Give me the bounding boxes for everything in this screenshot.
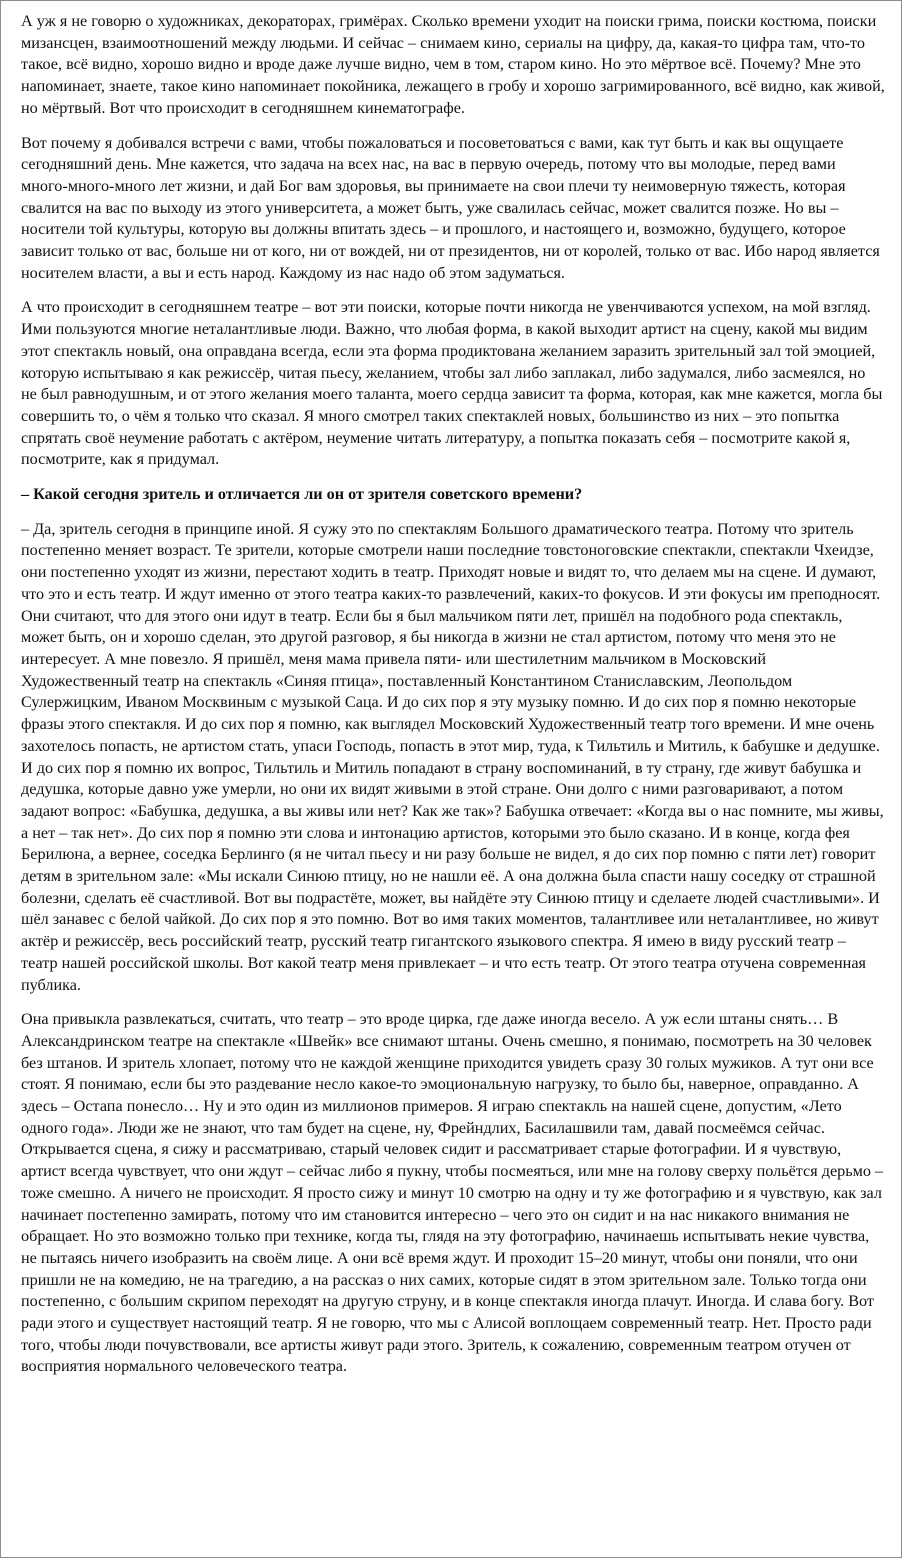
paragraph-teatr-poiski: А что происходит в сегодняшнем театре – вот эти поиски, которые почти никогда не увенчиваются успехом, на мой взгляд. Ими пользуются многие неталантливые люди. Важно, что любая форма, в какой выходит артист на сцену, какой мы видим этот спектакль новый, она оправдана всегда, если эта форма продиктована желанием заразить зрительный зал той эмоцией, которую испытываю я как режиссёр, читая пьесу, желанием, чтобы зал либо заплакал, либо задумался, либо засмеялся, но не был равнодушным, и от этого желания моего таланта, моего сердца зависит та форма, которая, как мне кажется, могла бы совершить то, о чём я только что сказал. Я много смотрел таких спектаклей новых, большинство из них – это попытка спрятать своё неумение работать с актёром, неумение читать литературу, а попытка показать себя – посмотрите какой я, посмотрите, как я придумал. (21, 298, 883, 469)
paragraph-publika: Она привыкла развлекаться, считать, что театр – это вроде цирка, где даже иногда весело. А уж если штаны снять… В Александринском театре на спектакле «Швейк» все снимают штаны. Очень смешно, я понимаю, посмотреть на 30 человек без штанов. И зритель хлопает, потому что не каждой женщине приходится увидеть сразу 30 голых мужиков. А тут они все стоят. Я понимаю, если бы это раздевание несло какое-то эмоциональную нагрузку, то было бы, наверное, оправданно. А здесь – Остапа понесло… Ну и это один из миллионов примеров. Я играю спектакль на нашей сцене, допустим, «Лето одного года». Люди же не знают, что там будет на сцене, ну, Фрейндлих, Басилашвили там, давай посмеёмся сейчас. Открывается сцена, я сижу и рассматриваю, старый человек сидит и рассматривает старые фотографии. И я чувствую, артист всегда чувствует, что они ждут – сейчас либо я пукну, чтобы посмеяться, или мне на голову сверху польётся дерьмо – тоже смешно. А ничего не происходит. Я просто сижу и минут 10 смотрю на одну и ту же фотографию и я чувствую, как зал начинает постепенно замирать, потому что им становится интересно – чего это он сидит и на нас никакого внимания не обращает. Но это возможно только при технике, когда ты, глядя на эту фотографию, начинаешь испытывать некие чувства, не пытаясь ничего изобразить на своём лице. А они всё время ждут. И проходит 15–20 минут, чтобы они поняли, что они пришли не на комедию, не на трагедию, а на рассказ о них самих, которые сидят в этом зрительном зале. Только тогда они постепенно, с большим скрипом переходят на другую струну, и в конце спектакля иногда плачут. Иногда. И слава богу. Вот ради этого и существует настоящий театр. Я не говорю, что мы с Алисой воплощаем современный театр. Нет. Просто ради того, чтобы люди почувствовали, все артисты живут ради этого. Зритель, к сожалению, современным театром отучен от восприятия нормального человеческого театра. (21, 1010, 884, 1376)
interview-question: – Какой сегодня зритель и отличается ли он от зрителя советского времени? (21, 485, 583, 504)
paragraph-kino: А уж я не говорю о художниках, декораторах, гримёрах. Сколько времени уходит на поиски грима, поиски костюма, поиски мизансцен, взаимоотношений между людьми. И сейчас – снимаем кино, сериалы на цифру, да, какая-то цифра там, что-то такое, всё видно, хорошо видно и вроде даже лучше видно, чем в том, старом кино. Но это мёртвое всё. Почему? Мне это напоминает, знаете, такое кино напоминает покойника, лежащего в гробу и хорошо загримированного, всё видно, как живой, но мёртвый. Вот что происходит в сегодняшнем кинематографе. (21, 12, 885, 117)
article-body (21, 11, 885, 1391)
paragraph-zritel-otvet: – Да, зритель сегодня в принципе иной. Я сужу это по спектаклям Большого драматического театра. Потому что зритель постепенно меняет возраст. Те зрители, которые смотрели наши последние товстоноговские спектакли, спектакли Чхеидзе, они постепенно уходят из жизни, перестают ходить в театр. Приходят новые и видят то, что делаем мы на сцене. И думают, что это и есть театр. И ждут именно от этого театра каких-то развлечений, каких-то фокусов. И эти фокусы им преподносят. Они считают, что для этого они идут в театр. Если бы я был мальчиком пяти лет, пришёл на подобного рода спектакль, может быть, он и хорошо сделан, это другой разговор, я бы никогда в жизни не стал артистом, потому что меня это не интересует. А мне повезло. Я пришёл, меня мама привела пяти- или шестилетним мальчиком в Московский Художественный театр на спектакль «Синяя птица», поставленный Константином Станиславским, Леопольдом Сулержицким, Иваном Москвиным с музыкой Саца. И до сих пор я эту музыку помню. И до сих пор я помню некоторые фразы этого спектакля. И до сих пор я помню, как выглядел Московский Художественный театр того времени. И мне очень захотелось попасть, не артистом стать, упаси Господь, попасть в этот мир, туда, к Тильтиль и Митиль, к бабушке и дедушке. И до сих пор я помню их вопрос, Тильтиль и Митиль попадают в страну воспоминаний, в ту страну, где живут бабушка и дедушка, которые давно уже умерли, но они их видят живыми в этой стране. Они долго с ними разговаривают, а потом задают вопрос: «Бабушка, дедушка, а вы живы или нет? Как же так»? Бабушка отвечает: «Когда вы о нас помните, мы живы, а нет – так нет». До сих пор я помню эти слова и интонацию артистов, которыми это было сказано. И в конце, когда фея Берилюна, а вернее, соседка Берлинго (я не читал пьесу и ни разу больше не видел, я до сих пор помню с пяти лет) говорит детям в зрительном зале: «Мы искали Синюю птицу, но не нашли её. А она должна была спасти нашу соседку от страшной болезни, сделать её счастливой. Вот вы подрастёте, может, вы найдёте эту Синюю птицу и сделаете людей счастливыми». И шёл занавес с белой чайкой. До сих пор я это помню. Вот во имя таких моментов, талантливее или неталантливее, но живут актёр и режиссёр, весь российский театр, русский театр гигантского языкового спектра. Я имею в виду русский театр – театр нашей российской школы. Вот какой театр меня привлекает – и что есть театр. От этого театра отучена современная публика. (21, 519, 884, 994)
paragraph-vstrecha: Вот почему я добивался встречи с вами, чтобы пожаловаться и посоветоваться с вами, как тут быть и как вы ощущаете сегодняшний день. Мне кажется, что задача на всех нас, на вас в первую очередь, потому что вы молодые, перед вами много-много-много лет жизни, и дай Бог вам здоровья, вы принимаете на свои плечи ту неимоверную тяжесть, которая свалится на вас по выходу из этого университета, а может быть, уже свалилась сейчас, может свалится позже. Но вы – носители той культуры, которую вы должны впитать здесь – и прошлого, и настоящего и, возможно, будущего, которое зависит только от вас, больше ни от кого, ни от вождей, ни от президентов, ни от королей, только от вас. Ибо народ является носителем власти, а вы и есть народ. Каждому из нас надо об этом задуматься. (21, 133, 880, 282)
